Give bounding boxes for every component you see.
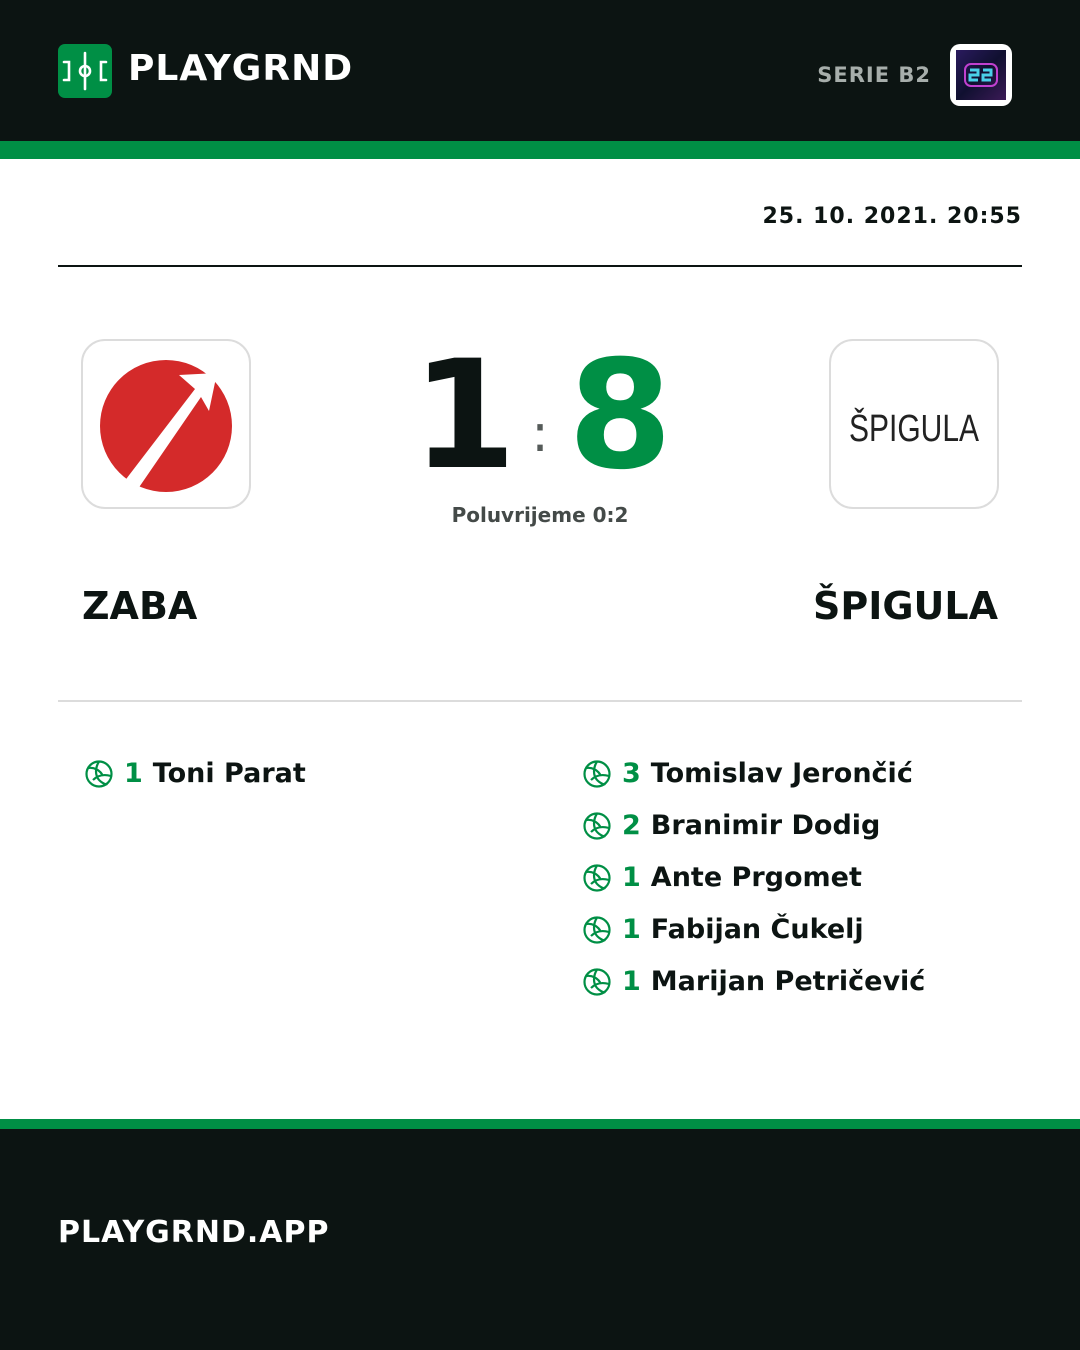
list-item [582, 748, 925, 800]
volleyball-icon [582, 811, 612, 841]
player-name: Marijan Petričević [650, 966, 926, 997]
goal-count: 1 [622, 966, 641, 997]
goal-count: 3 [622, 758, 641, 789]
away-team-logo [829, 339, 1014, 509]
halftime-score: Poluvrijeme 0:2 [451, 503, 629, 527]
volleyball-icon [582, 759, 612, 789]
score-separator: : [531, 404, 549, 464]
home-scorers-list [84, 748, 306, 800]
away-logo-text: ŠPIGULA [849, 408, 1014, 450]
header-stripe [0, 141, 1080, 159]
divider [58, 265, 1022, 267]
footer-url: PLAYGRND.APP [58, 1215, 330, 1250]
player-name: Toni Parat [152, 758, 306, 789]
volleyball-icon [582, 863, 612, 893]
player-name: Tomislav Jerončić [650, 758, 913, 789]
volleyball-icon [582, 915, 612, 945]
divider [58, 700, 1022, 702]
match-datetime: 25. 10. 2021. 20:55 [762, 204, 1022, 229]
away-scorers-list [582, 748, 925, 1008]
list-item [582, 956, 925, 1008]
goal-count: 1 [622, 914, 641, 945]
player-name: Fabijan Čukelj [650, 914, 864, 945]
home-team-logo [81, 339, 251, 509]
league-logo [950, 44, 1012, 106]
brand-name: PLAYGRND [128, 48, 354, 89]
list-item [582, 852, 925, 904]
footer-stripe [0, 1119, 1080, 1129]
goal-count: 1 [124, 758, 143, 789]
scoreboard [390, 329, 690, 503]
away-team-name: ŠPIGULA [812, 584, 998, 628]
goal-count: 1 [622, 862, 641, 893]
goal-count: 2 [622, 810, 641, 841]
league-name: SERIE B2 [817, 63, 931, 87]
volleyball-icon [582, 967, 612, 997]
list-item [84, 748, 306, 800]
home-team-name: ZABA [82, 584, 198, 628]
list-item [582, 904, 925, 956]
volleyball-icon [84, 759, 114, 789]
player-name: Ante Prgomet [650, 862, 862, 893]
list-item [582, 800, 925, 852]
pitch-icon [58, 44, 112, 98]
home-score: 1 [412, 329, 517, 503]
player-name: Branimir Dodig [650, 810, 881, 841]
away-score: 8 [568, 329, 673, 503]
